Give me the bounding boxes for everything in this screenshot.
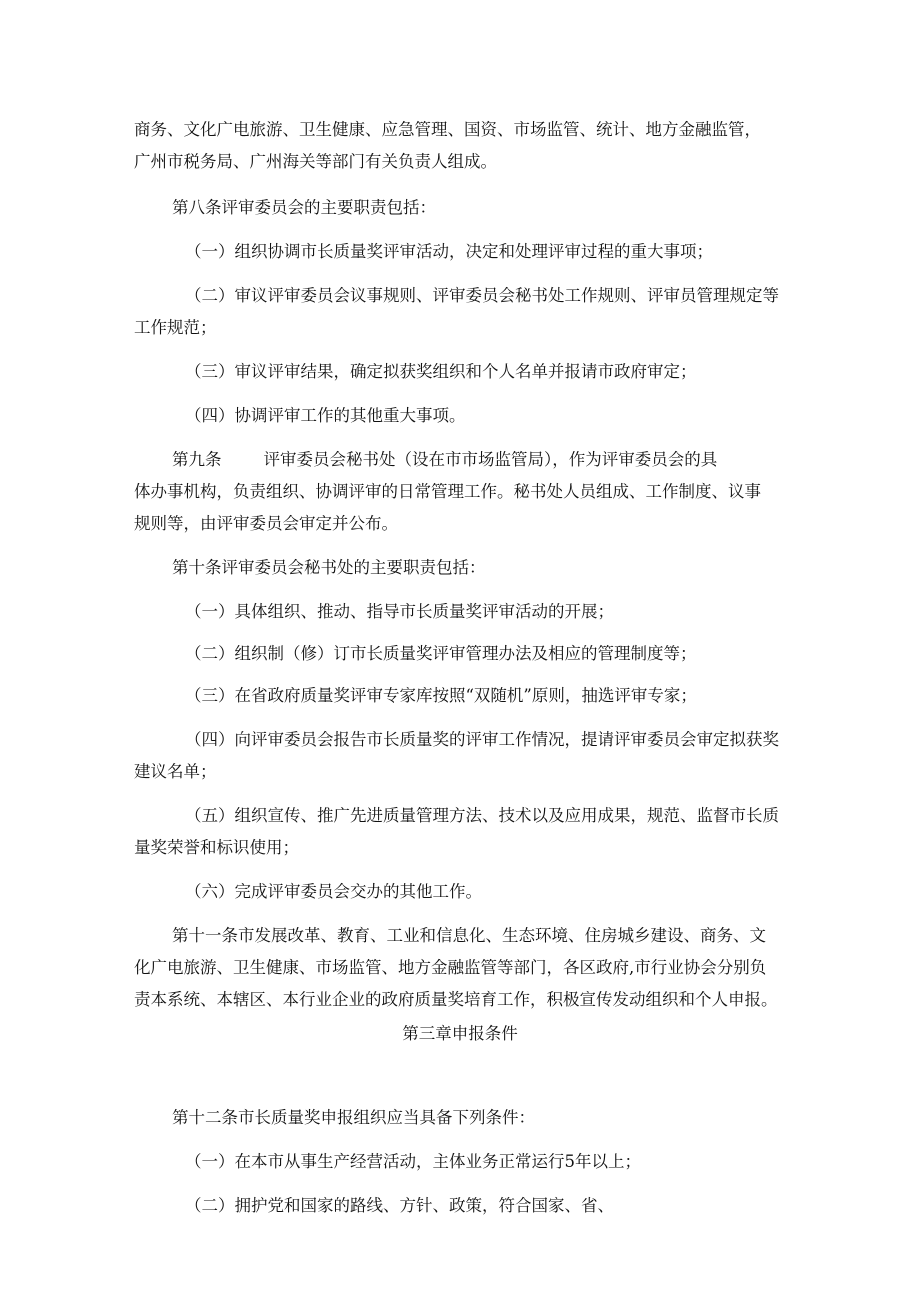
- article-8-item-2: （二）审议评审委员会议事规则、评审委员会秘书处工作规则、评审员管理规定等: [185, 286, 779, 305]
- article-11-line-2: 化广电旅游、卫生健康、市场监管、地方金融监管等部门，各区政府,市行业协会分别负: [134, 958, 767, 977]
- article-10-item-2: （二）组织制（修）订市长质量奖评审管理办法及相应的管理制度等；: [185, 644, 697, 663]
- text-line-2: 广州市税务局、广州海关等部门有关负责人组成。: [134, 152, 497, 171]
- article-12-item-2: （二）拥护党和国家的路线、方针、政策，符合国家、省、: [185, 1196, 614, 1215]
- chapter-3-title: 第三章申报条件: [402, 1024, 518, 1043]
- article-8-item-4: （四）协调评审工作的其他重大事项。: [185, 406, 466, 425]
- article-10-item-4-cont: 建议名单；: [134, 762, 217, 781]
- article-10-item-5-cont: 量奖荣誉和标识使用；: [134, 838, 299, 857]
- article-9-text: 评审委员会秘书处（设在市市场监管局），作为评审委员会的具: [263, 450, 718, 469]
- article-8-item-2-cont: 工作规范；: [134, 318, 217, 337]
- article-12-item-1: （一）在本市从事生产经营活动，主体业务正常运行5年以上；: [185, 1152, 641, 1171]
- article-11-line-3: 责本系统、本辖区、本行业企业的政府质量奖培育工作，积极宣传发动组织和个人申报。: [134, 990, 778, 1009]
- article-10-item-4: （四）向评审委员会报告市长质量奖的评审工作情况，提请评审委员会审定拟获奖: [185, 730, 779, 749]
- article-11-line-1: 第十一条市发展改革、教育、工业和信息化、生态环境、住房城乡建设、商务、文: [172, 926, 766, 945]
- article-9-line-1: [172, 450, 717, 470]
- article-8-item-3: （三）审议评审结果，确定拟获奖组织和个人名单并报请市政府审定；: [185, 362, 697, 381]
- article-10-item-5: （五）组织宣传、推广先进质量管理方法、技术以及应用成果，规范、监督市长质: [185, 806, 779, 825]
- article-12-heading: 第十二条市长质量奖申报组织应当具备下列条件：: [172, 1108, 535, 1127]
- article-8-heading: 第八条评审委员会的主要职责包括：: [172, 198, 436, 217]
- article-10-item-6: （六）完成评审委员会交办的其他工作。: [185, 882, 482, 901]
- text-line-1: 商务、文化广电旅游、卫生健康、应急管理、国资、市场监管、统计、地方金融监管，: [134, 120, 761, 139]
- article-9-line-2: 体办事机构，负责组织、协调评审的日常管理工作。秘书处人员组成、工作制度、议事: [134, 482, 761, 501]
- article-8-item-1: （一）组织协调市长质量奖评审活动，决定和处理评审过程的重大事项；: [185, 242, 713, 261]
- article-10-heading: 第十条评审委员会秘书处的主要职责包括：: [172, 558, 486, 577]
- article-10-item-3: （三）在省政府质量奖评审专家库按照“双随机”原则，抽选评审专家；: [185, 686, 697, 705]
- article-9-line-3: 规则等，由评审委员会审定并公布。: [134, 514, 398, 533]
- article-10-item-1: （一）具体组织、推动、指导市长质量奖评审活动的开展；: [185, 602, 614, 621]
- article-9-label: 第九条: [172, 450, 222, 469]
